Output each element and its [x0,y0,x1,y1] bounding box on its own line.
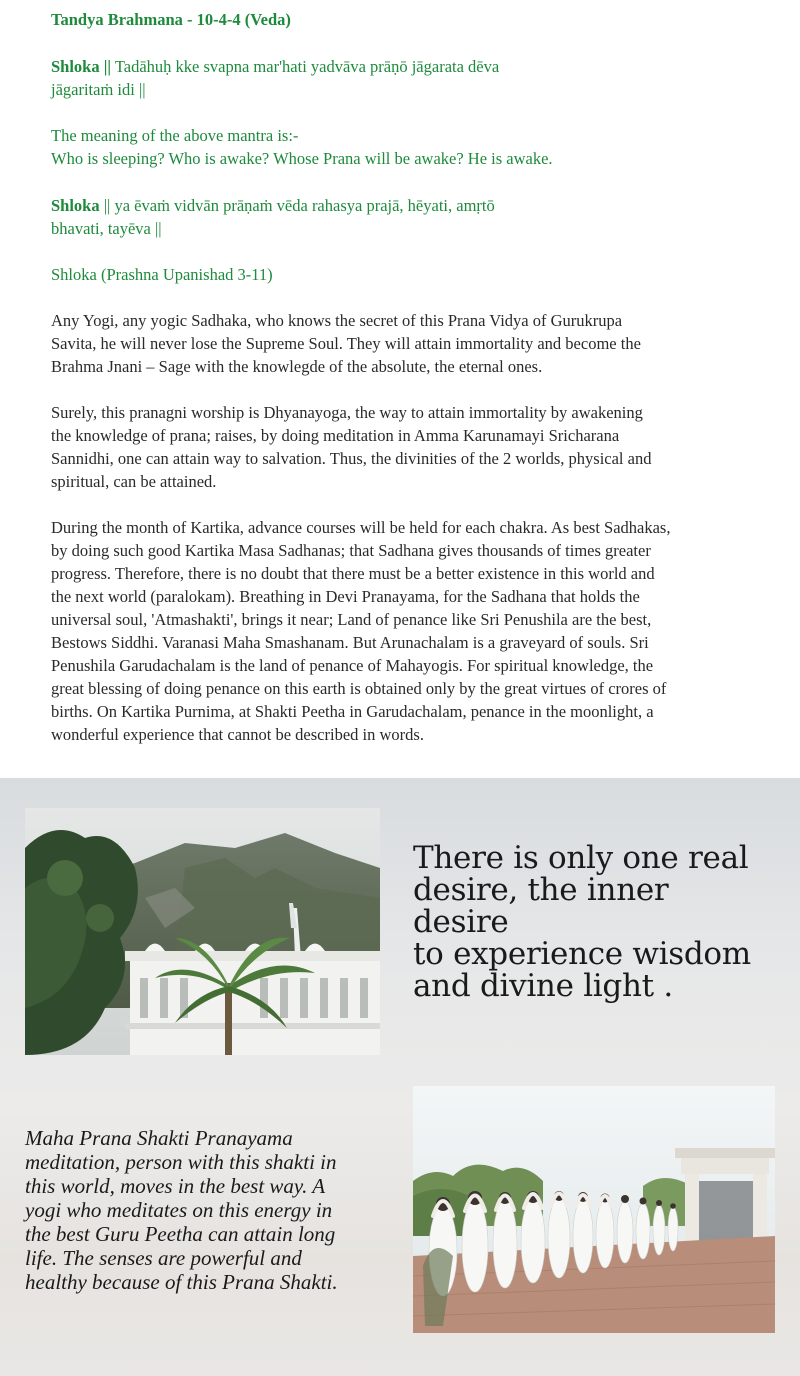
paragraph-3-line: During the month of Kartika, advance courses will be held for each chakra. As best Sadhakas, [51,518,671,537]
wisdom-quote [413,842,773,1002]
shloka-label: Shloka [51,196,100,215]
paragraph-3-line: progress. Therefore, there is no doubt that there must be a better existence in this world and [51,564,655,583]
paragraph-3-line: wonderful experience that cannot be described in words. [51,725,424,744]
paragraph-2-line: Sannidhi, one can attain way to salvation. Thus, the divinities of the 2 worlds, physical and [51,449,652,468]
quote-line: desire, the inner desire [413,872,669,940]
shloka-1-line-1: Shloka || Tadāhuḥ kke svapna mar'hati yadvāva prāṇō jāgarata dēva [51,57,500,76]
quote-line: yogi who meditates on this energy in [25,1198,333,1222]
paragraph-3-line: great blessing of doing penance on this earth is obtained only by the great virtues of crores of [51,679,667,698]
temple-mountain-photo [25,808,380,1055]
paragraph-3-line: by doing such good Kartika Masa Sadhanas; that Sadhana gives thousands of times greater [51,541,651,560]
paragraph-1-line: Brahma Jnani – Sage with the knowlegde of the absolute, the eternal ones. [51,357,543,376]
paragraph-1-line: Any Yogi, any yogic Sadhaka, who knows the secret of this Prana Vidya of Gurukrupa [51,311,623,330]
shloka-2-line-2: bhavati, tayēva || [51,219,162,238]
quote-line: this world, moves in the best way. A [25,1174,326,1198]
paragraph-3-line: births. On Kartika Purnima, at Shakti Peetha in Garudachalam, penance in the moonlight, a [51,702,654,721]
quote-line: life. The senses are powerful and [25,1246,302,1270]
meaning-text: Who is sleeping? Who is awake? Whose Prana will be awake? He is awake. [51,149,553,168]
source-title: Tandya Brahmana - 10-4-4 (Veda) [51,10,291,29]
meaning-heading: The meaning of the above mantra is:- [51,126,299,145]
photo-quote-section [0,778,800,1376]
shloka-label: Shloka || [51,57,112,76]
paragraph-3-line: the next world (paralokam). Breathing in Devi Pranayama, for the Sadhana that holds the [51,587,640,606]
paragraph-2-line: spiritual, can be attained. [51,472,217,491]
paragraph-1-line: Savita, he will never lose the Supreme Soul. They will attain immortality and become the [51,334,641,353]
shloka-2-line-1: Shloka || ya ēvaṁ vidvān prāṇaṁ vēda rahasya prajā, hēyati, amṛtō [51,196,495,215]
quote-line: healthy because of this Prana Shakti. [25,1270,338,1294]
quote-line: meditation, person with this shakti in [25,1150,337,1174]
pranayama-quote [25,1126,385,1294]
quote-line: There is only one real [413,840,749,876]
paragraph-2-line: the knowledge of prana; raises, by doing meditation in Amma Karunamayi Sricharana [51,426,620,445]
quote-line: and divine light . [413,968,673,1004]
quote-line: Maha Prana Shakti Pranayama [25,1126,293,1150]
shloka-1-line-2: jāgaritaṁ idi || [51,80,146,99]
paragraph-3-line: Bestows Siddhi. Varanasi Maha Smashanam. But Arunachalam is a graveyard of souls. Sri [51,633,649,652]
quote-line: to experience wisdom [413,936,751,972]
paragraph-3-line: Penushila Garudachalam is the land of penance of Mahayogis. For spiritual knowledge, the [51,656,654,675]
quote-line: the best Guru Peetha can attain long [25,1222,336,1246]
shloka-source: Shloka (Prashna Upanishad 3-11) [51,265,273,284]
group-pranayama-photo [413,1086,775,1333]
paragraph-3-line: universal soul, 'Atmashakti', brings it near; Land of penance like Sri Penushila are the best, [51,610,652,629]
paragraph-2-line: Surely, this pranagni worship is Dhyanayoga, the way to attain immortality by awakening [51,403,643,422]
